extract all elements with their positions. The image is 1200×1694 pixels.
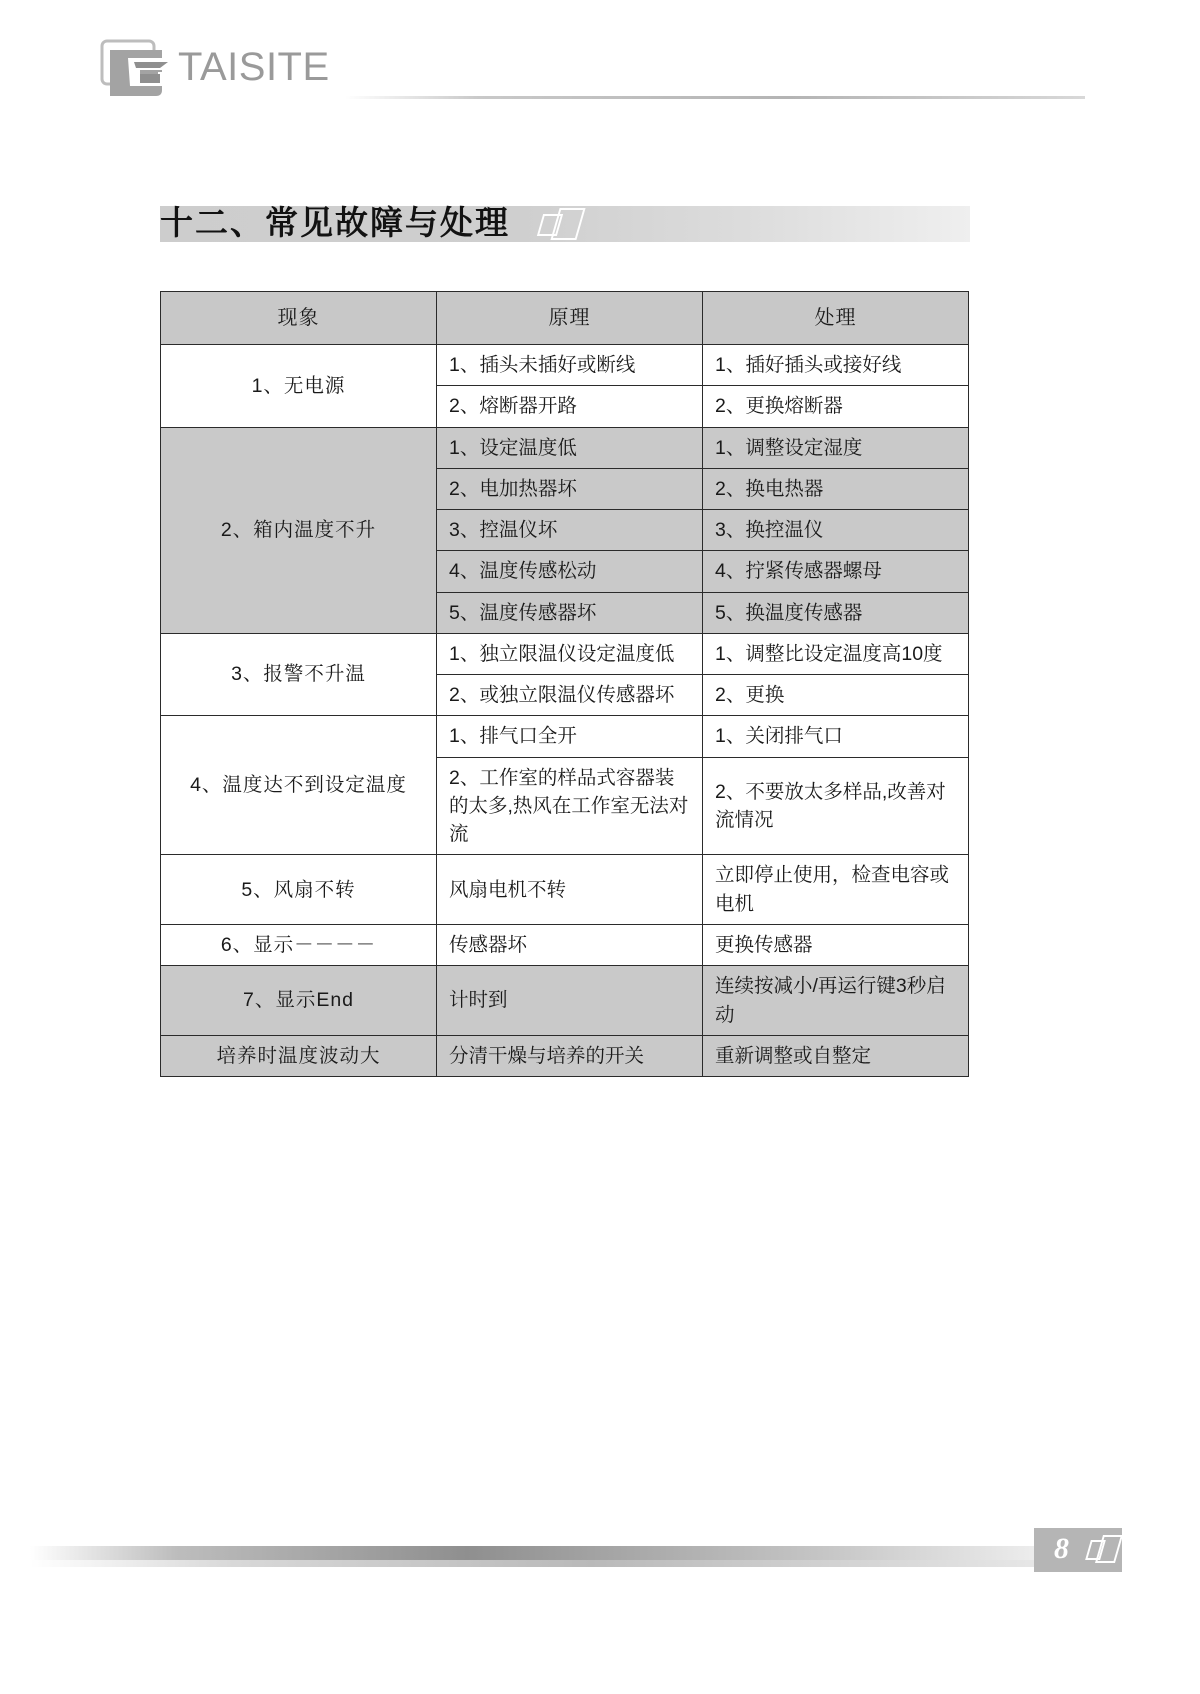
table-body (161, 345, 969, 1077)
cell-cause: 传感器坏 (437, 924, 703, 965)
taisite-logo-mark-icon (100, 38, 184, 100)
taisite-logo-mark-small-icon (1088, 1535, 1118, 1563)
cell-fix: 2、不要放太多样品,改善对流情况 (703, 757, 969, 855)
table-header (161, 292, 969, 345)
cell-cause: 2、熔断器开路 (437, 386, 703, 427)
section-title-block (160, 206, 970, 246)
cell-phenomenon: 5、风扇不转 (161, 855, 437, 925)
footer-divider-top (30, 1546, 1070, 1560)
cell-phenomenon: 2、箱内温度不升 (161, 427, 437, 633)
cell-cause: 计时到 (437, 966, 703, 1036)
cell-fix: 重新调整或自整定 (703, 1035, 969, 1076)
header-divider (345, 96, 1085, 99)
cell-phenomenon: 6、显示－－－－ (161, 924, 437, 965)
cell-phenomenon: 培养时温度波动大 (161, 1035, 437, 1076)
table-header-row (161, 292, 969, 345)
table-row (161, 855, 969, 925)
cell-phenomenon: 4、温度达不到设定温度 (161, 716, 437, 855)
cell-cause: 风扇电机不转 (437, 855, 703, 925)
cell-cause: 1、独立限温仪设定温度低 (437, 633, 703, 674)
cell-cause: 1、排气口全开 (437, 716, 703, 757)
footer-divider-bottom (30, 1560, 1050, 1567)
table-row (161, 427, 969, 468)
cell-fix: 立即停止使用，检查电容或电机 (703, 855, 969, 925)
cell-cause: 2、工作室的样品式容器装的太多,热风在工作室无法对流 (437, 757, 703, 855)
table-row (161, 633, 969, 674)
cell-fix: 连续按减小/再运行键3秒启动 (703, 966, 969, 1036)
page-footer (0, 1526, 1200, 1586)
cell-cause: 分清干燥与培养的开关 (437, 1035, 703, 1076)
cell-cause: 5、温度传感器坏 (437, 592, 703, 633)
cell-fix: 1、关闭排气口 (703, 716, 969, 757)
title-decoration-icon (540, 208, 580, 238)
table-row (161, 1035, 969, 1076)
cell-fix: 2、更换 (703, 675, 969, 716)
cell-cause: 1、插头未插好或断线 (437, 345, 703, 386)
table-row (161, 716, 969, 757)
cell-cause: 2、或独立限温仪传感器坏 (437, 675, 703, 716)
brand-name: TAISITE (178, 45, 330, 89)
brand-logo (100, 34, 330, 104)
column-header-cause: 原理 (437, 292, 703, 345)
cell-phenomenon: 7、显示End (161, 966, 437, 1036)
table-row (161, 345, 969, 386)
cell-phenomenon: 3、报警不升温 (161, 633, 437, 716)
cell-fix: 1、调整比设定温度高10度 (703, 633, 969, 674)
table-row (161, 924, 969, 965)
cell-fix: 5、换温度传感器 (703, 592, 969, 633)
cell-fix: 2、更换熔断器 (703, 386, 969, 427)
cell-fix: 1、调整设定湿度 (703, 427, 969, 468)
troubleshooting-table (160, 291, 969, 1077)
column-header-phenomenon: 现象 (161, 292, 437, 345)
column-header-fix: 处理 (703, 292, 969, 345)
table-row (161, 966, 969, 1036)
cell-phenomenon: 1、无电源 (161, 345, 437, 428)
cell-fix: 1、插好插头或接好线 (703, 345, 969, 386)
cell-fix: 3、换控温仪 (703, 510, 969, 551)
cell-cause: 3、控温仪坏 (437, 510, 703, 551)
cell-cause: 4、温度传感松动 (437, 551, 703, 592)
page-header (0, 30, 1200, 110)
cell-cause: 2、电加热器坏 (437, 468, 703, 509)
page-number-badge (1034, 1528, 1122, 1574)
page-title: 十二、常见故障与处理 (160, 206, 510, 242)
cell-fix: 更换传感器 (703, 924, 969, 965)
cell-fix: 2、换电热器 (703, 468, 969, 509)
page-number: 8 (1054, 1532, 1069, 1565)
cell-cause: 1、设定温度低 (437, 427, 703, 468)
cell-fix: 4、拧紧传感器螺母 (703, 551, 969, 592)
